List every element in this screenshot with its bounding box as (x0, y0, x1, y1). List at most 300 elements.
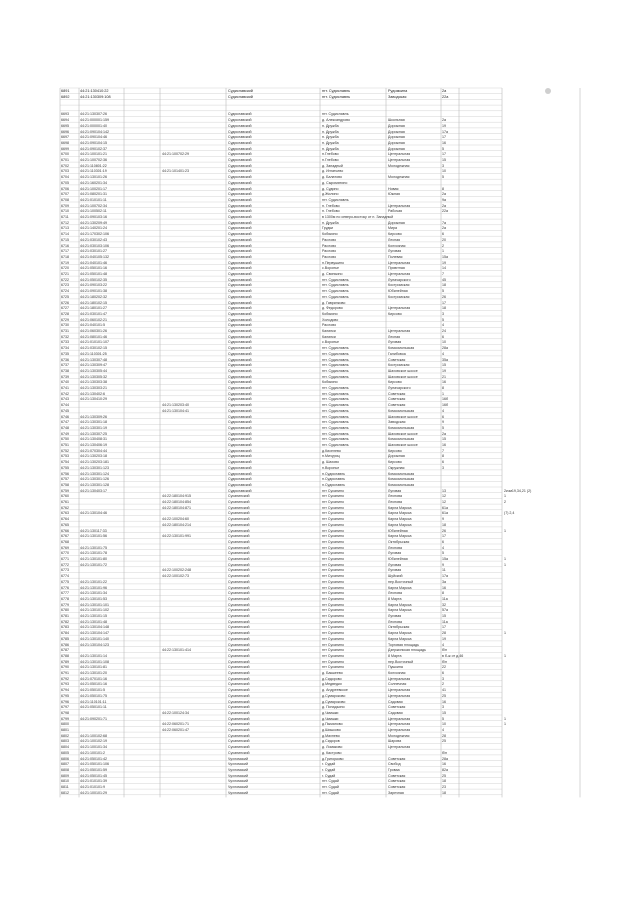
cell-locality: пгт Сусанино (322, 636, 345, 641)
cell-street: Шарова (388, 739, 402, 744)
cell-locality: пгт Сусанино (322, 539, 345, 544)
cell-locality: д.Сидоров (322, 739, 340, 744)
cell-street: Заводская (388, 420, 406, 425)
cell-house: 4 (442, 408, 444, 413)
cell-cad2: 44:22:180104:214 (162, 522, 191, 527)
cell-house: 15 (442, 614, 446, 618)
cell-street: Леснова (388, 500, 403, 504)
cell-cad: 44:21:050101:48 (80, 272, 107, 276)
cell-district: Сусанинский (228, 665, 250, 670)
cell-house: 12 (442, 494, 446, 499)
cell-street: Центральная (388, 676, 411, 681)
cell-locality: п.Судиславль (322, 471, 346, 476)
cell-num: 6772 (61, 562, 69, 567)
cell-street: Костромская (388, 294, 410, 299)
cell-locality: с.Воронье (322, 340, 340, 345)
cell-street: Леснова (388, 591, 403, 596)
cell-street: Комсомольская (388, 477, 415, 482)
cell-num: 6703 (61, 169, 69, 174)
cell-locality: с.Воронье (322, 266, 340, 271)
cell-house: 2а (442, 118, 446, 123)
cell-locality: Кобякино (322, 311, 338, 316)
cell-street: пер.Восточный (388, 579, 414, 584)
cell-street: Костромская (388, 363, 410, 368)
cell-district: Судиславский (228, 232, 252, 237)
cell-street: Комсомольская (388, 437, 415, 442)
cell-house: 11а (442, 596, 448, 601)
cell-house: 16 (442, 140, 446, 145)
cell-cad: 44:21:050101:5 (80, 688, 105, 693)
cell-locality: Расловo (322, 243, 337, 248)
cell-cad: 44:21:130402:6 (80, 391, 105, 396)
cell-locality: п. Дружба (322, 135, 339, 140)
cell-locality: п. Дружба (322, 220, 339, 225)
cell-street: Карла Маркса (388, 517, 412, 522)
cell-locality: Расловo (322, 323, 337, 328)
cell-num: 6769 (61, 545, 69, 550)
cell-house: 1 (442, 249, 444, 254)
cell-cad: 44:21:050101:59 (80, 767, 107, 772)
cell-district: Сусанинский (228, 545, 250, 550)
cell-district: Судиславский (228, 220, 252, 225)
cell-num: 6892 (61, 94, 70, 99)
cell-locality: пгт Сусанино (322, 659, 345, 664)
cell-num: 6777 (61, 591, 69, 596)
cell-cad: 44:21:060301:26 (80, 329, 107, 333)
cell-num: 6726 (61, 300, 69, 305)
cell-num: 6804 (61, 745, 69, 750)
cell-locality: пгт. Судиславль (322, 89, 351, 93)
cell-district: Сусанинский (228, 591, 250, 596)
header-row (60, 94, 580, 100)
cell-district: Судиславский (228, 277, 252, 282)
cell-house: 15 (442, 437, 446, 442)
cell-street: Свобод (388, 762, 401, 767)
cell-locality: д. Сыромятино (322, 180, 348, 185)
cell-district: Судиславский (228, 94, 253, 99)
cell-district: Судиславский (228, 152, 252, 157)
cell-note: 1 (504, 562, 506, 567)
cell-cad2: 44:22:100102:73 (162, 574, 189, 579)
cell-cad: 44:21:030102:15 (80, 346, 107, 351)
cell-cad: 44:21:130104:123 (80, 642, 109, 647)
cell-street: Карла Маркса (388, 631, 412, 636)
cell-street: Луговая (388, 340, 402, 345)
cell-house: 9 (442, 420, 444, 425)
cell-house: 15а (442, 254, 448, 259)
cell-house: 16б (442, 403, 449, 408)
cell-cad: 44:21:090101:38 (80, 289, 107, 294)
cell-num: 6713 (61, 226, 69, 231)
cell-locality: п.Судиславль (322, 482, 346, 487)
cell-district: Судиславский (228, 374, 252, 379)
cell-street: Шаховское шоссе (388, 374, 418, 379)
cell-locality: пгт Сусанино (322, 653, 345, 658)
cell-num: 6802 (61, 733, 69, 738)
cell-num: 6790 (61, 665, 69, 670)
cell-cad: 44:21:050101:16 (80, 682, 107, 687)
cell-street: Советская (388, 391, 406, 396)
cell-street: Шуйский (388, 574, 403, 579)
cell-house: 3 (442, 676, 444, 681)
cell-cad: 44:21:090103:22 (80, 283, 107, 288)
cell-house: 8 (442, 186, 444, 191)
cell-house: 28а (442, 756, 448, 761)
cell-num: 6785 (61, 636, 69, 641)
cell-locality: д. Судино (322, 186, 339, 191)
cell-house: 24 (442, 329, 446, 333)
cell-district: Судиславский (228, 357, 252, 362)
cell-locality: пгт Сусанино (322, 511, 345, 516)
cell-district: Сусанинский (228, 614, 250, 618)
cell-num: 6792 (61, 676, 69, 681)
cell-cad: 44:21:130101:15 (80, 614, 107, 618)
cell-cad2: 44:22:180104:854 (162, 500, 191, 504)
cell-cad: 44:21:130101:53 (80, 596, 107, 601)
table-row (60, 790, 580, 796)
cell-num: 6787 (61, 648, 69, 653)
cell-num: 6738 (61, 368, 69, 373)
cell-num: 6756 (61, 471, 69, 476)
cell-street: Центральная (388, 152, 411, 157)
cell-street: Дорожная (388, 123, 405, 128)
cell-locality: п.Мичуриц (322, 454, 340, 459)
cell-locality: пгт. Судиславль (322, 94, 351, 99)
cell-cad: 44:21:130410:22 (80, 89, 109, 93)
cell-num: 6791 (61, 671, 69, 675)
cell-house: 3 (442, 311, 444, 316)
cell-street: Комсомольская (388, 346, 415, 351)
cell-district: Сусанинский (228, 522, 250, 527)
cell-num: 6812 (61, 790, 69, 795)
cell-cad: 44:21:100101:29 (80, 790, 107, 795)
cell-locality: п. Дружба (322, 123, 339, 128)
cell-locality: пгт. Судиславль (322, 368, 349, 373)
cell-locality: г. Судай (322, 773, 336, 778)
cell-district: Сусанинский (228, 608, 250, 613)
cell-house: 17а (442, 574, 448, 579)
cell-street: Леснова (388, 545, 403, 550)
cell-district: Судиславский (228, 89, 253, 93)
cell-district: Судиславский (228, 306, 252, 311)
cell-house: 2а (442, 431, 446, 436)
cell-house: 16б (442, 397, 449, 402)
cell-street: Центральная (388, 329, 411, 333)
cell-locality: д. Кастрово (322, 750, 342, 755)
cell-district: Сусанинский (228, 659, 250, 664)
cell-street: Советская (388, 357, 406, 362)
cell-district: Судиславский (228, 140, 252, 145)
cell-cad: 44:21:130101:96 (80, 585, 107, 590)
cell-num: 6800 (61, 722, 69, 727)
cell-num: 6728 (61, 311, 69, 316)
cell-locality: пгт Сусанино (322, 528, 345, 533)
cell-district: Сусанинский (228, 710, 250, 715)
cell-locality: пгт Сусанино (322, 562, 345, 567)
cell-street: Костромская (388, 283, 410, 288)
cell-num: 6693 (61, 112, 69, 117)
cell-cad: 44:21:050102:35 (80, 277, 107, 282)
cell-street: Центральная (388, 728, 411, 732)
cell-locality: п. Дружба (322, 146, 339, 151)
cell-locality: пгт. Судиславль (322, 420, 349, 425)
cell-cad: 44:21:130203:18 (80, 454, 107, 459)
cell-note: 1 (504, 716, 506, 721)
cell-num: 6720 (61, 266, 69, 271)
cell-district: Судиславский (228, 431, 252, 436)
cell-house: 4 (442, 323, 444, 328)
cell-district: Судиславский (228, 300, 252, 305)
cell-cad: 44:21:030103:106 (80, 243, 109, 248)
cell-locality: д.Чмишки (322, 716, 339, 721)
cell-cad: 44:21:130101:72 (80, 562, 107, 567)
cell-house: 19 (442, 260, 446, 265)
cell-cad: 44:21:010101:107 (80, 340, 109, 345)
cell-street: Луговая (388, 614, 402, 618)
cell-cad: 44:21:100102:68 (80, 733, 107, 738)
cell-locality: д.Григорково (322, 756, 344, 761)
cell-district: Сусанинский (228, 682, 250, 687)
cell-house: 9 (442, 517, 444, 522)
cell-house: 8 (442, 591, 444, 596)
cell-district: Судиславский (228, 329, 252, 333)
cell-cad: 44:21:130307:26 (80, 112, 107, 117)
cell-house: 21 (442, 374, 446, 379)
cell-num: 6707 (61, 192, 69, 197)
cell-locality: пгт Сусанино (322, 494, 345, 499)
cell-district: Судиславский (228, 243, 252, 248)
cell-cad: 44:21:090103:16 (80, 215, 107, 219)
cell-district: Судиславский (228, 363, 252, 368)
cell-district: Судиславский (228, 112, 252, 117)
cell-street: Луговая (388, 249, 402, 254)
cell-cad: 44:21:130104:147 (80, 631, 109, 636)
cell-locality: пгт Сусанино (322, 488, 345, 493)
cell-cad: 44:21:090201:71 (80, 716, 107, 721)
cell-cad: 44:21:130403:17 (80, 488, 107, 493)
cell-street: Советская (388, 756, 406, 761)
cell-house: 4 (442, 351, 444, 356)
cell-street: Солнечная (388, 682, 407, 687)
cell-district: Сусанинский (228, 739, 250, 744)
cell-cad: 44:21:130410:29 (80, 397, 107, 402)
cell-num: 6716 (61, 243, 69, 248)
cell-district: Судиславский (228, 186, 252, 191)
cell-district: Сусанинский (228, 574, 250, 579)
cell-street: Шаховское шоссе (388, 414, 418, 419)
cell-district: Сусанинский (228, 511, 250, 516)
cell-house: 22а (442, 209, 448, 214)
cell-cad: 44:21:040105:132 (80, 254, 109, 259)
cell-street: Советская (388, 773, 406, 778)
cell-house: в б-ж от д.46 (442, 653, 464, 658)
cell-district: Судиславский (228, 346, 252, 351)
cell-locality: пгт. Судиславль (322, 425, 349, 430)
cell-street: Луговая (388, 488, 402, 493)
cell-locality: пгт Сусанино (322, 551, 345, 556)
cell-num: 6698 (61, 140, 69, 145)
cell-district: Судиславский (228, 158, 252, 162)
cell-num: 6798 (61, 710, 69, 715)
cell-street: Юбилейная (388, 557, 408, 561)
cell-cad2: 44:22:060201:47 (162, 728, 189, 732)
cell-street: Центральная (388, 688, 411, 693)
cell-num: 6737 (61, 363, 69, 368)
cell-cad: 44:21:130101:80 (80, 557, 107, 561)
cell-district: Сусанинский (228, 676, 250, 681)
cell-house: 9 (442, 562, 444, 567)
cell-house: 16 (442, 699, 446, 704)
cell-district: Судиславский (228, 175, 252, 180)
cell-district: Судиславский (228, 351, 252, 356)
cell-num: 6724 (61, 289, 69, 294)
cell-locality: д.Сумароково (322, 699, 346, 704)
cell-district: Сусанинский (228, 642, 250, 647)
cell-house: 13 (442, 488, 446, 493)
cell-house: 26 (442, 528, 446, 533)
cell-house: 18 (442, 779, 446, 784)
cell-district: Судиславский (228, 215, 252, 219)
cell-locality: пгт. Судиславль (322, 386, 349, 390)
cell-street: Шаховское шоссе (388, 368, 418, 373)
cell-house: 3 (442, 465, 444, 470)
cell-house: 6 (442, 539, 444, 544)
cell-locality: пгт Сусанино (322, 591, 345, 596)
cell-note: 2кчм19,34,21 (2) (504, 488, 532, 493)
cell-district: Судиславский (228, 368, 252, 373)
cell-house: 6 (442, 414, 444, 419)
cell-locality: пгт Сусанино (322, 665, 345, 670)
cell-house: 14 (442, 266, 446, 271)
cell-house: 4 (442, 728, 444, 732)
cell-cad: 44:21:130307:48 (80, 357, 107, 362)
cell-cad: 44:21:110301:19 (80, 169, 107, 174)
cell-house: 28 (442, 631, 446, 636)
cell-num: 6797 (61, 705, 69, 710)
cell-street: Центральная (388, 693, 411, 698)
cell-locality: п. Дружба (322, 129, 339, 134)
cell-house: 2а (442, 192, 446, 197)
cell-district: Судиславский (228, 437, 252, 442)
cell-house: 17 (442, 135, 446, 140)
cell-num: 6755 (61, 465, 69, 470)
cell-house: 16 (442, 762, 446, 767)
cell-cad: 44:21:100102:19 (80, 739, 107, 744)
cell-house: 19 (442, 368, 446, 373)
cell-cad: 44:21:130101:20 (80, 671, 107, 675)
cell-street: Карла Маркса (388, 585, 412, 590)
cell-num: 6795 (61, 693, 69, 698)
cell-district: Сусанинский (228, 648, 250, 653)
cell-locality: д. Александрово (322, 118, 350, 123)
cell-house: 2 (442, 682, 444, 687)
cell-district: Сусанинский (228, 505, 250, 510)
cell-street: Советская (388, 779, 406, 784)
cell-house: 18 (442, 306, 446, 311)
cell-house: 7а (442, 220, 446, 225)
cell-cad: 44:21:130406:19 (80, 443, 107, 447)
cell-locality: п. Глебово (322, 203, 340, 208)
cell-district: Судиславский (228, 454, 252, 459)
cell-district: Сусанинский (228, 562, 250, 567)
cell-street: Комсомольская (388, 482, 415, 487)
cell-district: Чухломский (228, 756, 248, 761)
cell-house: 3 (442, 163, 444, 168)
cell-num: 6774 (61, 574, 69, 579)
cell-note: (7) 2,4 (504, 511, 515, 516)
cell-cad: 44:21:130309:108 (80, 94, 111, 99)
cell-locality: пгт. Судиславль (322, 431, 349, 436)
cell-num: 6806 (61, 756, 69, 761)
cell-house: 2а (442, 203, 446, 208)
cell-locality: д.Пыманово (322, 722, 343, 727)
cell-num: 6735 (61, 351, 69, 356)
cell-num: 6807 (61, 762, 69, 767)
cell-district: Судиславский (228, 294, 252, 299)
cell-house: 45 (442, 277, 446, 282)
cell-district: Судиславский (228, 129, 252, 134)
cell-district: Сусанинский (228, 728, 250, 732)
cell-district: Судиславский (228, 443, 252, 447)
cell-district: Сусанинский (228, 602, 250, 607)
cell-cad: 44:21:080101:46 (80, 334, 107, 339)
cell-street: Лесная (388, 334, 401, 339)
cell-cad: 44:21:130104:46 (80, 511, 107, 516)
cell-street: Центральная (388, 203, 411, 208)
cell-num: 6731 (61, 329, 69, 333)
cell-district: Судиславский (228, 180, 252, 185)
cell-cad: 44:21:030101:47 (80, 311, 107, 316)
cell-num: 6757 (61, 477, 69, 482)
cell-locality: пгт Сусанино (322, 642, 345, 647)
cell-district: Сусанинский (228, 716, 250, 721)
cell-cad: 44:21:130101:108 (80, 659, 109, 664)
cell-district: Судиславский (228, 340, 252, 345)
cell-district: Судиславский (228, 203, 252, 208)
cell-district: Сусанинский (228, 585, 250, 590)
cell-street: Карла Маркса (388, 505, 412, 510)
cell-street: Шаховское шоссе (388, 443, 418, 447)
cell-locality: г. Судай (322, 767, 336, 772)
cell-street: Новая (388, 186, 399, 191)
cell-district: Сусанинский (228, 722, 250, 727)
cell-street: Полевая (388, 254, 403, 259)
cell-house: 11 (442, 568, 446, 573)
cell-num: 6764 (61, 517, 69, 522)
cell-street: Центральная (388, 722, 411, 727)
cell-num: 6751 (61, 443, 69, 447)
cell-house: 18 (442, 790, 446, 795)
cell-district: Судиславский (228, 169, 252, 174)
cell-locality: пгт Сусанино (322, 585, 345, 590)
cell-cad: 44:21:170302:106 (80, 232, 109, 237)
cell-street: Карла Маркса (388, 522, 412, 527)
cell-locality: д.Махнево (322, 733, 340, 738)
cell-locality: д. Западный (322, 163, 343, 168)
cell-cad2: 44:22:100202:248 (162, 568, 191, 573)
cell-street: Октябрьская (388, 625, 410, 630)
cell-num: 6708 (61, 197, 69, 202)
cell-locality: Кобякино (322, 232, 338, 237)
cell-house: 5 (442, 551, 444, 556)
cell-house: 17 (442, 625, 446, 630)
cell-locality: д.Чмишки (322, 710, 339, 715)
cell-district: Сусанинский (228, 528, 250, 533)
cell-street: Галибовоа (388, 351, 406, 356)
cell-num: 6723 (61, 283, 69, 288)
cell-street: Карла Маркса (388, 608, 412, 613)
cell-locality: д.Жилино (322, 192, 339, 197)
